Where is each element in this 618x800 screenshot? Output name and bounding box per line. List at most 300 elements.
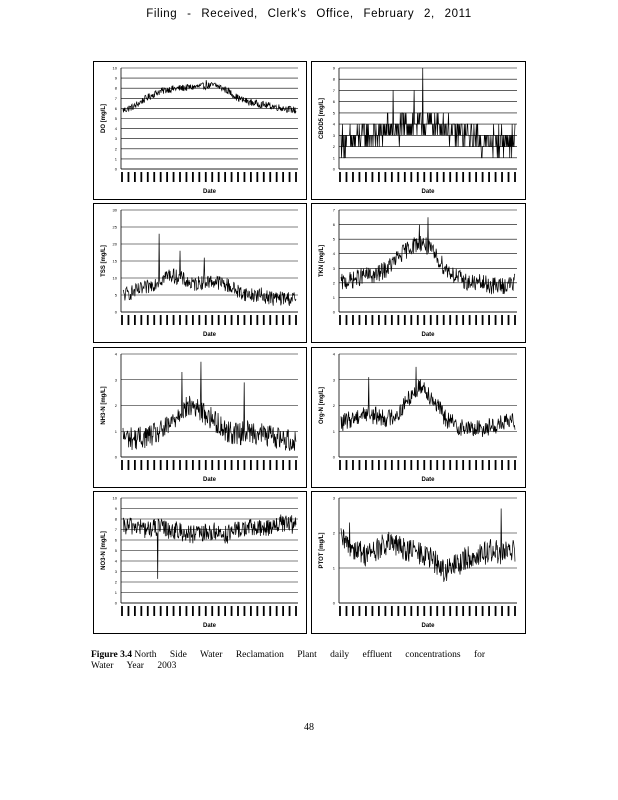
x-tick-label	[153, 315, 155, 325]
x-tick-label	[391, 315, 393, 325]
x-tick-label	[449, 606, 451, 616]
x-tick-label	[186, 606, 188, 616]
y-tick-label: 4	[332, 121, 335, 127]
y-tick-label: 1	[332, 565, 335, 571]
y-tick-label: 3	[332, 495, 335, 501]
y-tick-label: 7	[114, 527, 117, 532]
x-tick-label	[378, 172, 380, 182]
x-tick-label	[462, 315, 464, 325]
x-tick-label	[224, 172, 226, 182]
x-tick-label	[495, 460, 497, 470]
x-tick-label	[237, 315, 239, 325]
x-tick-label	[224, 460, 226, 470]
x-tick-label	[179, 172, 181, 182]
x-tick-label	[231, 315, 233, 325]
x-tick-label	[384, 315, 386, 325]
x-tick-label	[140, 172, 142, 182]
y-tick-label: 2	[114, 146, 117, 152]
x-tick-label	[179, 315, 181, 325]
x-tick-label	[282, 172, 284, 182]
x-tick-label	[153, 172, 155, 182]
x-tick-label	[449, 460, 451, 470]
x-tick-label	[250, 315, 252, 325]
y-tick-label: 2	[114, 579, 117, 585]
x-tick-label	[289, 172, 291, 182]
x-tick-label	[430, 460, 432, 470]
y-tick-label: 1	[332, 155, 335, 161]
series-line	[123, 362, 296, 451]
x-tick-label	[436, 315, 438, 325]
x-tick-label	[449, 172, 451, 182]
x-tick-label	[192, 315, 194, 325]
x-tick-label	[218, 606, 220, 616]
x-tick-label	[140, 460, 142, 470]
x-tick-label	[423, 460, 425, 470]
x-tick-label	[346, 606, 348, 616]
x-tick-label	[231, 172, 233, 182]
y-tick-label: 0	[332, 454, 335, 460]
x-tick-label	[263, 460, 265, 470]
chart-orgn	[311, 347, 526, 488]
x-tick-label	[456, 315, 458, 325]
y-tick-label: 6	[332, 99, 335, 105]
x-axis-label: Date	[202, 332, 217, 338]
x-tick-label	[205, 172, 207, 182]
x-tick-label	[289, 606, 291, 616]
x-tick-label	[462, 606, 464, 616]
figure-caption	[91, 650, 519, 672]
x-tick-label	[276, 606, 278, 616]
x-tick-label	[205, 315, 207, 325]
x-tick-label	[250, 172, 252, 182]
x-tick-label	[250, 606, 252, 616]
x-tick-label	[443, 460, 445, 470]
y-tick-label: 3	[114, 377, 117, 383]
x-tick-label	[514, 460, 516, 470]
x-tick-label	[218, 172, 220, 182]
x-tick-label	[508, 315, 510, 325]
x-tick-label	[276, 172, 278, 182]
chart-svg	[94, 204, 306, 342]
x-tick-label	[198, 606, 200, 616]
y-tick-label: 15	[112, 258, 117, 264]
y-tick-label: 10	[112, 65, 117, 71]
x-tick-label	[211, 460, 213, 470]
x-axis-label: Date	[421, 477, 435, 483]
x-tick-label	[186, 460, 188, 470]
x-tick-label	[449, 315, 451, 325]
x-tick-label	[397, 315, 399, 325]
x-tick-label	[475, 460, 477, 470]
x-tick-label	[397, 606, 399, 616]
x-tick-label	[488, 172, 490, 182]
x-tick-label	[404, 606, 406, 616]
x-tick-label	[482, 606, 484, 616]
y-tick-label: 5	[114, 292, 117, 298]
x-tick-label	[192, 460, 194, 470]
x-tick-label	[495, 172, 497, 182]
x-tick-label	[147, 606, 149, 616]
x-axis-label: Date	[202, 623, 217, 629]
y-tick-label: 0	[332, 600, 335, 606]
x-tick-label	[391, 606, 393, 616]
x-tick-label	[404, 172, 406, 182]
x-tick-label	[410, 460, 412, 470]
y-axis-label: NO3-N [mg/L]	[101, 531, 107, 570]
x-tick-label	[192, 606, 194, 616]
x-tick-label	[231, 460, 233, 470]
x-tick-label	[134, 460, 136, 470]
x-tick-label	[469, 172, 471, 182]
x-tick-label	[365, 172, 367, 182]
x-tick-label	[378, 315, 380, 325]
x-tick-label	[269, 172, 271, 182]
x-tick-label	[423, 315, 425, 325]
x-tick-label	[160, 460, 162, 470]
x-tick-label	[482, 460, 484, 470]
x-tick-label	[211, 172, 213, 182]
x-tick-label	[179, 460, 181, 470]
x-tick-label	[404, 460, 406, 470]
x-tick-label	[352, 315, 354, 325]
x-tick-label	[456, 606, 458, 616]
x-tick-label	[475, 172, 477, 182]
x-tick-label	[128, 606, 130, 616]
x-tick-label	[295, 315, 297, 325]
x-tick-label	[173, 172, 175, 182]
x-tick-label	[508, 172, 510, 182]
chart-tss	[93, 203, 307, 343]
x-tick-label	[410, 172, 412, 182]
y-tick-label: 9	[114, 506, 117, 511]
y-tick-label: 4	[114, 351, 117, 357]
x-tick-label	[359, 460, 361, 470]
x-tick-label	[410, 606, 412, 616]
x-tick-label	[482, 315, 484, 325]
x-tick-label	[289, 315, 291, 325]
y-tick-label: 0	[114, 309, 117, 315]
y-axis-label: DO [mg/L]	[101, 104, 107, 133]
x-tick-label	[372, 606, 374, 616]
x-tick-label	[166, 460, 168, 470]
y-tick-label: 3	[332, 265, 335, 271]
y-tick-label: 3	[114, 136, 117, 142]
x-tick-label	[282, 315, 284, 325]
y-tick-label: 3	[114, 569, 117, 574]
y-tick-label: 4	[114, 558, 117, 564]
chart-svg	[94, 62, 306, 199]
x-tick-label	[352, 172, 354, 182]
y-tick-label: 8	[114, 85, 117, 91]
y-tick-label: 4	[332, 351, 335, 357]
x-tick-label	[514, 172, 516, 182]
chart-ptot	[311, 491, 526, 634]
x-tick-label	[443, 315, 445, 325]
x-tick-label	[198, 315, 200, 325]
x-tick-label	[482, 172, 484, 182]
x-tick-label	[295, 606, 297, 616]
y-tick-label: 1	[332, 428, 335, 434]
x-tick-label	[456, 172, 458, 182]
y-tick-label: 3	[332, 377, 335, 383]
y-tick-label: 8	[332, 76, 335, 82]
x-tick-label	[372, 172, 374, 182]
y-tick-label: 9	[114, 75, 117, 81]
x-tick-label	[372, 460, 374, 470]
x-tick-label	[359, 606, 361, 616]
y-tick-label: 5	[332, 110, 335, 116]
x-tick-label	[346, 172, 348, 182]
x-axis-label: Date	[202, 477, 217, 483]
y-tick-label: 1	[332, 294, 335, 300]
x-axis-label: Date	[202, 189, 217, 195]
chart-no3n	[93, 491, 307, 634]
y-tick-label: 0	[332, 309, 335, 315]
x-tick-label	[378, 606, 380, 616]
x-tick-label	[475, 315, 477, 325]
y-tick-label: 10	[112, 495, 117, 501]
x-tick-label	[384, 606, 386, 616]
chart-svg	[312, 62, 525, 199]
x-tick-label	[153, 606, 155, 616]
y-tick-label: 2	[332, 280, 335, 286]
x-tick-label	[128, 315, 130, 325]
x-tick-label	[198, 460, 200, 470]
x-tick-label	[263, 606, 265, 616]
x-tick-label	[417, 172, 419, 182]
chart-svg	[312, 492, 525, 633]
x-tick-label	[140, 315, 142, 325]
y-tick-label: 3	[332, 132, 335, 138]
series-line	[123, 515, 296, 579]
x-tick-label	[365, 315, 367, 325]
y-tick-label: 0	[114, 454, 117, 460]
x-tick-label	[276, 460, 278, 470]
x-tick-label	[488, 606, 490, 616]
x-tick-label	[173, 460, 175, 470]
chart-svg	[312, 204, 525, 342]
x-axis-label: Date	[421, 332, 435, 338]
x-tick-label	[256, 460, 258, 470]
x-tick-label	[237, 460, 239, 470]
x-tick-label	[166, 606, 168, 616]
x-tick-label	[186, 315, 188, 325]
x-tick-label	[378, 460, 380, 470]
x-tick-label	[397, 172, 399, 182]
x-tick-label	[192, 172, 194, 182]
y-tick-label: 2	[332, 403, 335, 408]
x-tick-label	[134, 315, 136, 325]
x-tick-label	[436, 606, 438, 616]
chart-svg	[94, 348, 306, 487]
x-tick-label	[244, 606, 246, 616]
y-tick-label: 0	[332, 166, 335, 172]
y-tick-label: 6	[114, 537, 117, 543]
x-tick-label	[339, 606, 341, 616]
x-tick-label	[372, 315, 374, 325]
y-tick-label: 5	[114, 548, 117, 553]
x-tick-label	[250, 460, 252, 470]
x-tick-label	[384, 460, 386, 470]
x-tick-label	[256, 315, 258, 325]
x-tick-label	[417, 315, 419, 325]
x-tick-label	[469, 606, 471, 616]
y-tick-label: 1	[114, 156, 117, 162]
x-tick-label	[173, 606, 175, 616]
x-tick-label	[417, 606, 419, 616]
x-tick-label	[153, 460, 155, 470]
x-tick-label	[269, 460, 271, 470]
x-tick-label	[339, 315, 341, 325]
x-tick-label	[495, 315, 497, 325]
x-tick-label	[147, 315, 149, 325]
x-tick-label	[430, 606, 432, 616]
x-tick-label	[166, 172, 168, 182]
x-tick-label	[391, 172, 393, 182]
x-tick-label	[397, 460, 399, 470]
y-tick-label: 5	[114, 116, 117, 121]
filing-header: Filing - Received, Clerk's Office, February 2, 2011	[146, 8, 472, 20]
x-tick-label	[365, 606, 367, 616]
x-tick-label	[404, 315, 406, 325]
y-tick-label: 7	[114, 95, 117, 101]
x-tick-label	[121, 460, 123, 470]
x-tick-label	[339, 172, 341, 182]
x-tick-label	[346, 315, 348, 325]
x-tick-label	[430, 315, 432, 325]
x-tick-label	[282, 606, 284, 616]
y-tick-label: 25	[112, 224, 117, 230]
chart-do	[93, 61, 307, 200]
x-tick-label	[295, 172, 297, 182]
x-tick-label	[121, 315, 123, 325]
x-tick-label	[295, 460, 297, 470]
x-tick-label	[501, 606, 503, 616]
x-tick-label	[179, 606, 181, 616]
x-tick-label	[218, 460, 220, 470]
x-tick-label	[488, 315, 490, 325]
x-tick-label	[436, 460, 438, 470]
x-tick-label	[346, 460, 348, 470]
x-tick-label	[436, 172, 438, 182]
x-axis-label: Date	[421, 189, 435, 195]
x-tick-label	[121, 606, 123, 616]
x-tick-label	[495, 606, 497, 616]
x-tick-label	[501, 460, 503, 470]
x-tick-label	[501, 315, 503, 325]
y-tick-label: 30	[112, 207, 117, 213]
series-line	[341, 509, 515, 582]
x-tick-label	[475, 606, 477, 616]
x-tick-label	[231, 606, 233, 616]
x-tick-label	[160, 172, 162, 182]
y-tick-label: 0	[114, 166, 117, 172]
chart-cbod5	[311, 61, 526, 200]
x-tick-label	[263, 315, 265, 325]
x-tick-label	[417, 460, 419, 470]
x-tick-label	[282, 460, 284, 470]
figure-label: Figure 3.4	[91, 650, 132, 660]
x-tick-label	[128, 460, 130, 470]
x-tick-label	[462, 172, 464, 182]
x-tick-label	[514, 606, 516, 616]
y-tick-label: 7	[332, 207, 335, 213]
x-tick-label	[359, 172, 361, 182]
x-tick-label	[508, 606, 510, 616]
x-tick-label	[391, 460, 393, 470]
x-tick-label	[186, 172, 188, 182]
x-tick-label	[359, 315, 361, 325]
x-tick-label	[128, 172, 130, 182]
y-tick-label: 6	[332, 222, 335, 228]
x-tick-label	[160, 315, 162, 325]
y-tick-label: 0	[114, 600, 117, 606]
x-tick-label	[456, 460, 458, 470]
y-tick-label: 5	[332, 236, 335, 242]
x-tick-label	[352, 460, 354, 470]
x-tick-label	[430, 172, 432, 182]
x-tick-label	[469, 315, 471, 325]
x-tick-label	[224, 315, 226, 325]
x-tick-label	[134, 606, 136, 616]
y-axis-label: PTOT [mg/L]	[319, 532, 325, 569]
x-tick-label	[166, 315, 168, 325]
figure-caption-text: North Side Water Reclamation Plant daily effluent concentrations for Water Year 2003	[91, 650, 486, 671]
y-tick-label: 7	[332, 87, 335, 93]
x-tick-label	[263, 172, 265, 182]
x-tick-label	[269, 606, 271, 616]
x-tick-label	[211, 315, 213, 325]
x-tick-label	[443, 606, 445, 616]
x-tick-label	[410, 315, 412, 325]
x-tick-label	[198, 172, 200, 182]
x-tick-label	[423, 172, 425, 182]
chart-svg	[312, 348, 525, 487]
x-tick-label	[140, 606, 142, 616]
x-tick-label	[244, 460, 246, 470]
x-tick-label	[205, 606, 207, 616]
x-axis-label: Date	[421, 623, 435, 629]
chart-svg	[94, 492, 306, 633]
x-tick-label	[384, 172, 386, 182]
y-axis-label: CBOD5 [mg/L]	[319, 98, 325, 139]
x-tick-label	[224, 606, 226, 616]
x-tick-label	[508, 460, 510, 470]
y-tick-label: 1	[114, 590, 117, 595]
y-axis-label: TSS [mg/L]	[101, 245, 107, 277]
x-tick-label	[237, 606, 239, 616]
y-axis-label: Org-N [mg/L]	[319, 387, 325, 424]
x-tick-label	[276, 315, 278, 325]
y-tick-label: 2	[114, 403, 117, 408]
y-tick-label: 8	[114, 516, 117, 522]
y-axis-label: TKN [mg/L]	[319, 244, 325, 278]
x-tick-label	[121, 172, 123, 182]
x-tick-label	[134, 172, 136, 182]
x-tick-label	[339, 460, 341, 470]
x-tick-label	[237, 172, 239, 182]
x-tick-label	[365, 460, 367, 470]
x-tick-label	[269, 315, 271, 325]
y-tick-label: 2	[332, 530, 335, 536]
x-tick-label	[244, 172, 246, 182]
x-tick-label	[218, 315, 220, 325]
x-tick-label	[256, 172, 258, 182]
y-tick-label: 20	[112, 241, 117, 247]
x-tick-label	[352, 606, 354, 616]
x-tick-label	[205, 460, 207, 470]
y-tick-label: 1	[114, 428, 117, 434]
